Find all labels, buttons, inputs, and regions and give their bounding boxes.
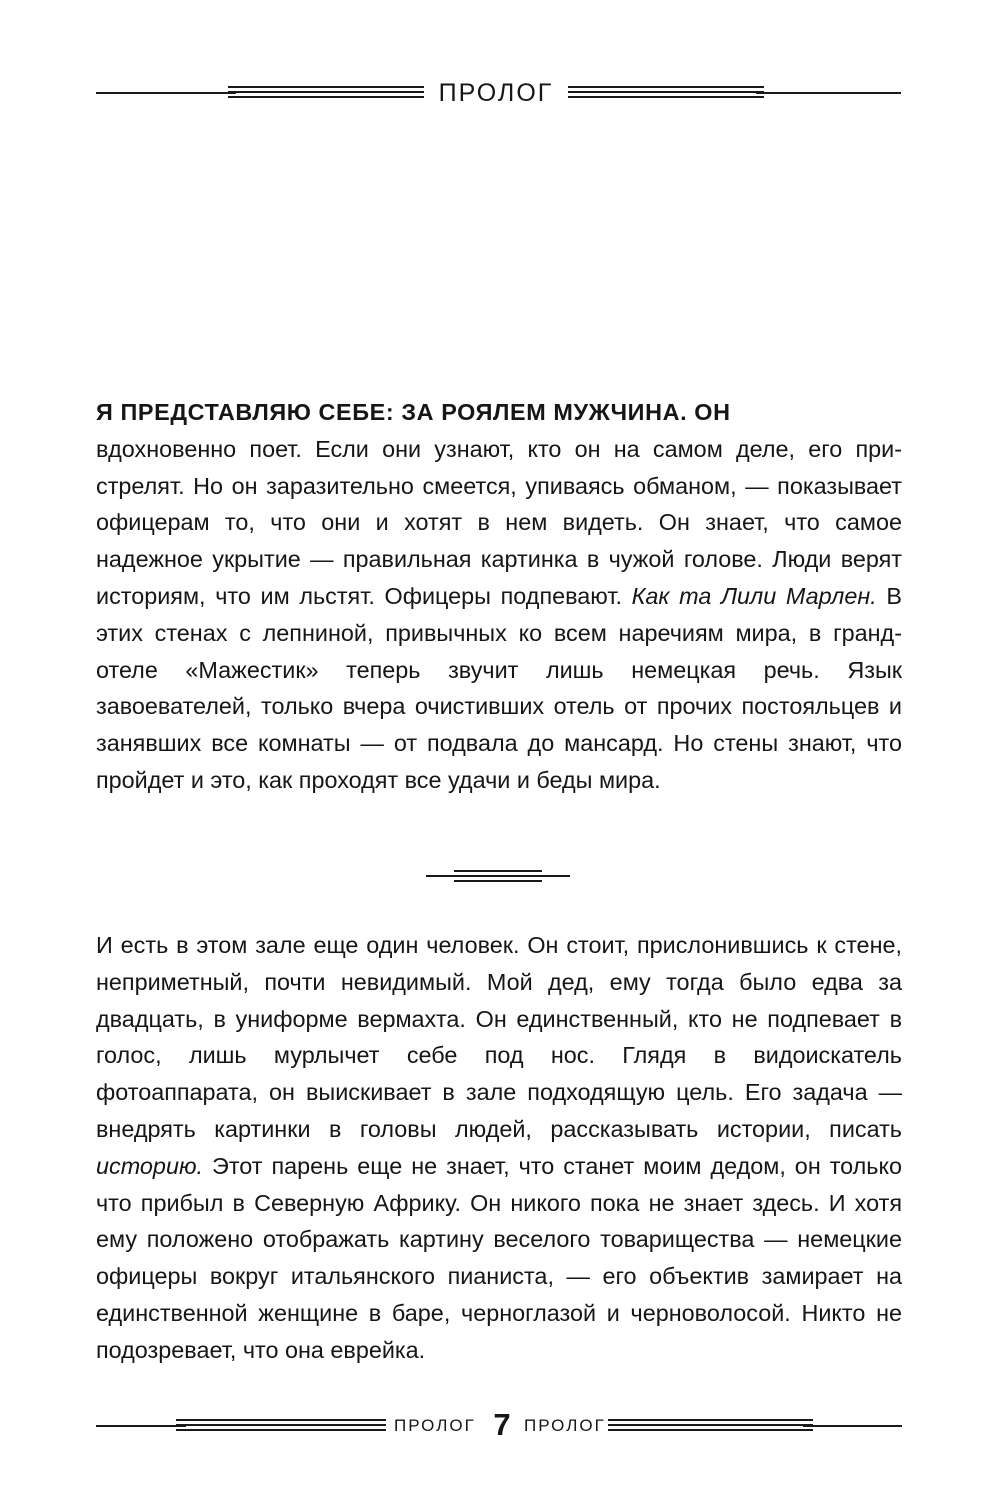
footer-label-left: ПРОЛОГ <box>394 1416 476 1435</box>
header-rule-left-multi <box>228 86 424 98</box>
footer-rule-left-multi <box>176 1419 386 1431</box>
header-rule-right-multi <box>568 86 764 98</box>
running-header <box>96 78 901 108</box>
divider-rule-multi <box>454 870 542 882</box>
paragraph-1-lead: Я ПРЕДСТАВЛЯЮ СЕБЕ: ЗА РОЯЛЕМ МУЖЧИНА. ОН <box>96 399 731 425</box>
paragraph-1-text-a: вдохновенно поет. Если они узнают, кто он на самом деле, его пристрелят. Но он заразительно смеется, упиваясь обманом, — показывает офицерам то, что они и хотят в нем видеть. Он знает, что самое надежное укрытие — правильная картинка в чужой голове. Люди верят историям, что им льстят. Офицеры подпевают. <box>96 435 902 609</box>
section-divider <box>426 866 570 886</box>
running-footer <box>96 1407 902 1443</box>
paragraph-1-italic: Как та Лили Марлен. <box>631 582 877 609</box>
paragraph-1-text-b: В этих стенах с лепниной, привычных ко всем наречиям мира, в гранд-отеле «Мажестик» теперь звучит лишь немецкая речь. Язык завоевателей, только вчера очистивших отель от прочих постояльцев и занявших все комнаты — от подвала до мансард. Но стены знают, что пройдет и это, как проходят все удачи и беды мира. <box>96 582 902 793</box>
paragraph-1 <box>96 394 902 799</box>
page-number: 7 <box>493 1407 511 1442</box>
paragraph-2-text-a: И есть в этом зале еще один человек. Он стоит, прислонившись к стене, неприметный, почти невидимый. Мой дед, ему тогда было едва за двадцать, в униформе вермахта. Он единственный, кто не подпевает в голос, лишь мурлычет себе под нос. Глядя в видоискатель фотоаппарата, он выискивает в зале подходящую цель. Его задача — внедрять картинки в головы людей, рассказывать истории, писать <box>96 932 902 1142</box>
footer-rule-right-thin <box>803 1425 902 1427</box>
paragraph-2-text-b: Этот парень еще не знает, что станет моим дедом, он только что прибыл в Северную Африку. Он никого пока не знает здесь. И хотя ему положено отображать картину веселого товарищества — немецкие офицеры вокруг итальянского пианиста, — его объектив замирает на единственной женщине в баре, черноглазой и черноволосой. Никто не подозревает, что она еврейка. <box>96 1152 902 1363</box>
footer-label-right: ПРОЛОГ <box>524 1416 606 1435</box>
footer-rule-right-multi <box>608 1419 813 1431</box>
header-title: ПРОЛОГ <box>438 79 554 107</box>
header-rule-left-thin <box>96 92 236 94</box>
header-rule-right-thin <box>756 92 901 94</box>
paragraph-2-italic: историю. <box>96 1152 204 1179</box>
paragraph-2 <box>96 927 902 1369</box>
footer-rule-left-thin <box>96 1425 186 1427</box>
